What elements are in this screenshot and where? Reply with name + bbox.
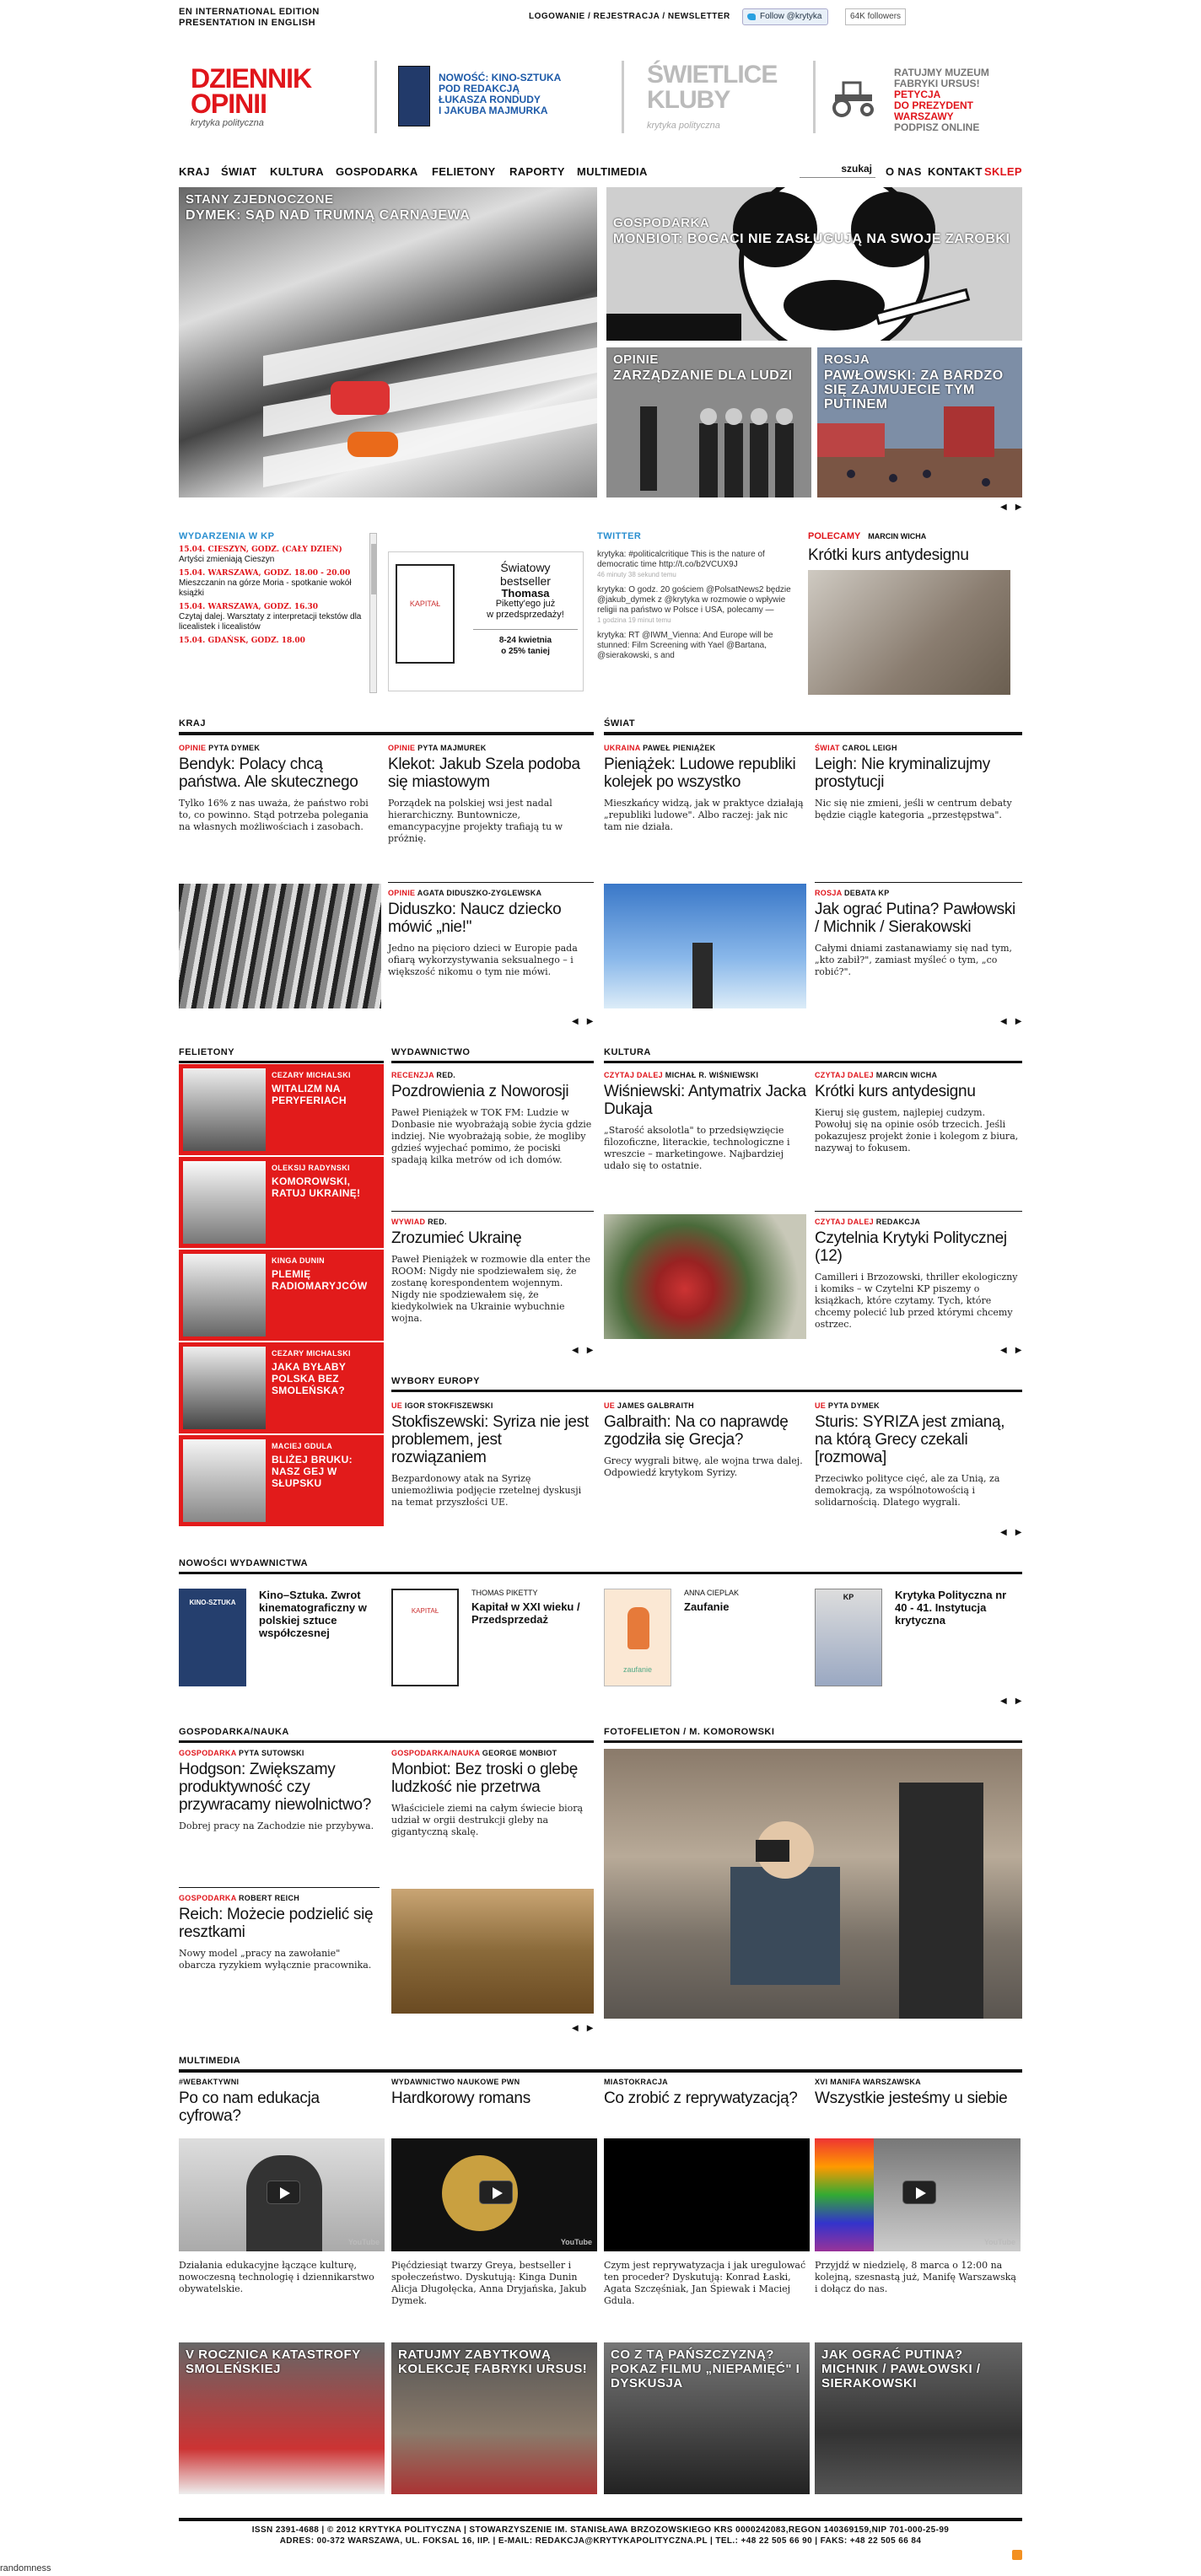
banner-smolensk[interactable]: V ROCZNICA KATASTROFY SMOLEŃSKIEJ: [179, 2342, 385, 2494]
article-wydawnictwo-ukraina[interactable]: WYWIAD RED. Zrozumieć Ukrainę Paweł Pieniążek w rozmowie dla enter the ROOM: Nigdy nie spodziewałem się, że zostanę korespondentem wojennym. Nigdy nie spodziewałem się, że kiedykolwiek na Ukrainie wybuchnie wojna.: [391, 1218, 591, 1324]
felieton-author-photo: [183, 1254, 266, 1336]
nav-gospodarka[interactable]: GOSPODARKA: [336, 165, 418, 178]
rss-icon[interactable]: [1012, 2550, 1022, 2560]
hero-pager-arrows[interactable]: ◀▶: [1000, 503, 1031, 512]
nav-kraj[interactable]: KRAJ: [179, 165, 210, 178]
fotofelieton-section-title: FOTOFELIETON / M. KOMOROWSKI: [604, 1727, 775, 1737]
felieton-item[interactable]: CEZARY MICHALSKI JAKA BYŁABY POLSKA BEZ SMOLEŃSKA?: [179, 1342, 384, 1433]
article-gospodarka-reich[interactable]: GOSPODARKA ROBERT REICH Reich: Możecie podzielić się resztkami Nowy model „pracy na zawołanie" obarcza ryzykiem wyłącznie pracownika.: [179, 1894, 374, 1971]
banner-putin[interactable]: JAK OGRAĆ PUTINA? MICHNIK / PAWŁOWSKI / SIERAKOWSKI: [815, 2342, 1022, 2494]
youtube-logo: YouTube: [560, 2238, 592, 2246]
video-player[interactable]: [815, 2138, 1021, 2251]
twitter-follow-button[interactable]: Follow @krytyka: [742, 8, 828, 25]
article-wybory-sturis[interactable]: UE PYTA DYMEK Sturis: SYRIZA jest zmianą, na którą Grecy czekali [rozmowa] Przeciwko polityce cięć, ale za Unią, za demokracją, za wspólnotowością i solidarnością. Dlatego wygrali.: [815, 1401, 1005, 1508]
felieton-author-photo: [183, 1439, 266, 1522]
article-kultura-czytelnia[interactable]: CZYTAJ DALEJ REDAKCJA Czytelnia Krytyki Politycznej (12) Camilleri i Brzozowski, thriller ekologiczny i komiks – w Czytelni KP piszemy o książkach, które czytamy. Tych, które chcemy polecić lub przed którymi chcemy ostrzec.: [815, 1218, 1018, 1330]
search-input[interactable]: szukaj: [800, 163, 875, 178]
hero-tile-main[interactable]: STANY ZJEDNOCZONE DYMEK: SĄD NAD TRUMNĄ CARNAJEWA: [179, 187, 597, 497]
twitter-feed: krytyka: #politicalcritique This is the nature of democratic time http://t.co/b2VCUX9J 46 minuty 38 sekund temu krytyka: O godz. 20 gościem @PolsatNews2 będzie @jakub_dymek z @krytyka w rozmowie o wpływie religii na państwo w Polsce i USA, polecamy — 1 godzina 19 minut temu krytyka: RT @IWM_Vienna: And Europe will be stunned: Film Screening with Yael @Bartana, @sierakowski, s and: [597, 550, 791, 660]
felieton-author-photo: [183, 1068, 266, 1151]
banner-panszczyzna[interactable]: CO Z TĄ PAŃSZCZYZNĄ? POKAZ FILMU „NIEPAMIĘĆ" I DYSKUSJA: [604, 2342, 810, 2494]
twitter-follower-count: 64K followers: [845, 8, 906, 25]
article-kraj-klekot[interactable]: OPINIE PYTA MAJMUREK Klekot: Jakub Szela podoba się miastowym Porządek na polskiej wsi jest nadal hierarchiczny. Buntownicze, emancypacyjne projekty trafiają tu w próżnię.: [388, 744, 580, 844]
gospodarka-field-image: [391, 1889, 594, 2014]
multimedia-lead: Przyjdź w niedzielę, 8 marca o 12:00 na kolejną, szesnastą już, Manifę Warszawską i dołącz do nas.: [815, 2260, 1016, 2294]
swiat-section-title: ŚWIAT: [604, 718, 636, 729]
article-kultura-wisniewski[interactable]: CZYTAJ DALEJ MICHAŁ R. WIŚNIEWSKI Wiśniewski: Antymatrix Jacka Dukaja „Starość aksolotla" to przedsięwzięcie filozoficzne, literackie, technologiczne i wreszcie – marketingowe. Najbardziej udało się to ostatnie.: [604, 1071, 806, 1171]
wydawnictwo-pager-arrows[interactable]: ◀▶: [572, 1346, 602, 1355]
ad-piketty[interactable]: KAPITAŁ Światowy bestseller Thomasa Piketty'ego już w przedsprzedaży! 8-24 kwietnia o 25% taniej: [388, 551, 584, 691]
kapital-book-cover: KAPITAŁ: [396, 564, 455, 664]
kraj-pager-arrows[interactable]: ◀▶: [572, 1017, 602, 1026]
play-button[interactable]: [267, 2181, 300, 2204]
nav-swiat[interactable]: ŚWIAT: [221, 165, 257, 178]
felieton-item[interactable]: MACIEJ GDULA BLIŻEJ BRUKU: NASZ GEJ W SŁUPSKU: [179, 1435, 384, 1526]
corner-text: randomness: [0, 2563, 51, 2573]
kultura-plants-image: [604, 1214, 806, 1339]
felieton-item[interactable]: OLEKSIJ RADYNSKI KOMOROWSKI, RATUJ UKRAINĘ!: [179, 1157, 384, 1248]
video-player[interactable]: [179, 2138, 385, 2251]
nav-kontakt[interactable]: KONTAKT: [928, 165, 983, 178]
wybory-section-title: WYBORY EUROPY: [391, 1376, 480, 1386]
felieton-item[interactable]: KINGA DUNIN PLEMIĘ RADIOMARYJCÓW: [179, 1250, 384, 1341]
promo-petycja-ursus[interactable]: RATUJMY MUZEUM FABRYKI URSUS! PETYCJA DO PREZYDENT WARSZAWY PODPISZ ONLINE: [894, 67, 989, 133]
multimedia-item[interactable]: WYDAWNICTWO NAUKOWE PWN Hardkorowy romans: [391, 2078, 530, 2107]
article-swiat-putin[interactable]: ROSJA DEBATA KP Jak ograć Putina? Pawłowski / Michnik / Sierakowski Całymi dniami zastanawiamy się nad tym, „kto zabił?", zamiast myśleć o tym, „co robić?".: [815, 889, 1015, 977]
nav-o-nas[interactable]: O NAS: [886, 165, 922, 178]
article-kraj-bendyk[interactable]: OPINIE PYTA DYMEK Bendyk: Polacy chcą państwa. Ale skutecznego Tylko 16% z nas uważa, że państwo robi to, co powinno. Stąd potrzeba polegania na własnych możliwościach i zasobach.: [179, 744, 369, 832]
fotofelieton-photo[interactable]: [604, 1749, 1022, 2019]
hero-runner-image: [179, 187, 597, 497]
polecamy-image: [808, 570, 1010, 695]
gospodarka-pager-arrows[interactable]: ◀▶: [572, 2024, 602, 2033]
nowosci-pager-arrows[interactable]: ◀▶: [1000, 1697, 1031, 1706]
multimedia-lead: Czym jest reprywatyzacja i jak uregulować ten proceder? Dyskutują: Konrad Łaski, Agata Szczęśniak, Jan Śpiewak i Maciej Gdula.: [604, 2260, 806, 2306]
play-button[interactable]: [479, 2181, 513, 2204]
nav-felietony[interactable]: FELIETONY: [432, 165, 496, 178]
book-cover-kino-sztuka[interactable]: [398, 66, 430, 126]
felieton-item[interactable]: CEZARY MICHALSKI WITALIZM NA PERYFERIACH: [179, 1064, 384, 1155]
multimedia-item[interactable]: XVI MANIFA WARSZAWSKA Wszystkie jesteśmy u siebie: [815, 2078, 1008, 2107]
article-wydawnictwo-noworosja[interactable]: RECENZJA RED. Pozdrowienia z Noworosji Paweł Pieniążek w TOK FM: Ludzie w Donbasie nie wyobrażają sobie życia gdzie indziej. Nie wyobrażają sobie, że mogliby gdzieś wyjechać pomimo, że pociski spadają kilka metrów od ich domów.: [391, 1071, 592, 1165]
nav-kultura[interactable]: KULTURA: [270, 165, 324, 178]
multimedia-lead: Pięćdziesiąt twarzy Greya, bestseller i społeczeństwo. Dyskutują: Kinga Dunin Alicja Długołęcka, Anna Dryjańska, Jakub Dymek.: [391, 2260, 587, 2306]
swiat-statue-image: [604, 884, 806, 1008]
hero-tile-monbiot[interactable]: GOSPODARKA MONBIOT: BOGACI NIE ZASŁUGUJĄ NA SWOJE ZAROBKI: [606, 187, 1022, 341]
article-gospodarka-hodgson[interactable]: GOSPODARKA PYTA SUTOWSKI Hodgson: Zwiększamy produktywność czy przywracamy niewolnictwo? Dobrej pracy na Zachodzie nie przybywa.: [179, 1749, 374, 1831]
photographer-image: [604, 1749, 1022, 2019]
hero-tile-rosja[interactable]: ROSJA PAWŁOWSKI: ZA BARDZO SIĘ ZAJMUJECIE TYM PUTINEM: [817, 347, 1022, 497]
play-button[interactable]: [902, 2181, 936, 2204]
kultura-section-title: KULTURA: [604, 1047, 651, 1057]
multimedia-item[interactable]: MIASTOKRACJA Co zrobić z reprywatyzacją?: [604, 2078, 798, 2107]
multimedia-lead: Działania edukacyjne łączące kulturę, nowoczesną technologię i dziennikarstwo obywatelskie.: [179, 2260, 374, 2294]
monbiot-cartoon-image: [606, 187, 1022, 341]
wydawnictwo-section-title: WYDAWNICTWO: [391, 1047, 471, 1057]
article-gospodarka-monbiot[interactable]: GOSPODARKA/NAUKA GEORGE MONBIOT Monbiot: Bez troski o glebę ludzkość nie przetrwa Właściciele ziemi na całym świecie biorą udział w orgii destrukcji gleby na gigantyczną skalę.: [391, 1749, 584, 1837]
site-logo[interactable]: DZIENNIK OPINII krytyka polityczna: [191, 63, 312, 128]
site-footer: ISSN 2391-4688 | © 2012 KRYTYKA POLITYCZNA | STOWARZYSZENIE IM. STANISŁAWA BRZOZOWSKIEGO KRS 0000242083,REGON 140369159,NIP 701-000-25-99 ADRES: 00-372 WARSZAWA, UL. FOKSAL 16, IIP. | E-MAIL: REDAKCJA@KRYTYKAPOLITYCZNA.PL | TEL.: +48 22 505 66 90 | FAKS: +48 22 505 66 84: [251, 2525, 950, 2546]
kraj-section-title: KRAJ: [179, 718, 206, 729]
multimedia-item[interactable]: #WEBAKTYWNI Po co nam edukacja cyfrowa?: [179, 2078, 320, 2125]
felieton-author-photo: [183, 1161, 266, 1244]
gospodarka-section-title: GOSPODARKA/NAUKA: [179, 1727, 289, 1737]
twitter-feed-title: TWITTER: [597, 531, 642, 541]
article-wybory-galbraith[interactable]: UE JAMES GALBRAITH Galbraith: Na co naprawdę zgodziła się Grecja? Grecy wygrali bitwę, ale wojna trwa dalej. Odpowiedź krytykom Syrizy.: [604, 1401, 803, 1478]
youtube-logo: YouTube: [983, 2238, 1015, 2246]
youtube-logo: YouTube: [347, 2238, 380, 2246]
polecamy-title: POLECAMY MARCIN WICHA: [808, 531, 927, 541]
felieton-author-photo: [183, 1347, 266, 1429]
kraj-metro-image: [179, 884, 381, 1008]
zaufanie-cover-art: [627, 1607, 649, 1649]
polecamy-link[interactable]: Krótki kurs antydesignu: [808, 546, 969, 564]
swietlice-kluby-logo[interactable]: ŚWIETLICE KLUBY krytyka polityczna: [647, 61, 778, 131]
promo-kino-sztuka[interactable]: NOWOŚĆ: KINO-SZTUKA POD REDAKCJĄ ŁUKASZA RONDUDY I JAKUBA MAJMURKA: [439, 72, 562, 116]
article-kraj-diduszko[interactable]: OPINIE AGATA DIDUSZKO-ZYGLEWSKA Diduszko: Naucz dziecko mówić „nie!" Jedno na pięcioro dzieci w Europie pada ofiarą wykorzystywania seksualnego – i większość nikomu o tym nie mówi.: [388, 889, 578, 977]
nav-raporty[interactable]: RAPORTY: [509, 165, 565, 178]
felietony-section-title: FELIETONY: [179, 1047, 235, 1057]
events-scrollbar[interactable]: [369, 533, 377, 693]
banner-ursus[interactable]: RATUJMY ZABYTKOWĄ KOLEKCJĘ FABRYKI URSUS!: [391, 2342, 597, 2494]
nav-sklep[interactable]: SKLEP: [984, 165, 1022, 178]
article-kultura-wicha[interactable]: CZYTAJ DALEJ MARCIN WICHA Krótki kurs antydesignu Kieruj się gustem, najlepiej cudzym. Powołuj się na opinie osób trzecich. Jeśli pokazujesz projekt żonie i kolegom z biura, nazywaj to fokusem.: [815, 1071, 1019, 1154]
swiat-pager-arrows[interactable]: ◀▶: [1000, 1017, 1031, 1026]
wybory-pager-arrows[interactable]: ◀▶: [1000, 1528, 1031, 1537]
tractor-icon: [828, 76, 879, 118]
hero-tile-opinie[interactable]: OPINIE ZARZĄDZANIE DLA LUDZI: [606, 347, 811, 497]
events-list: 15.04. CIESZYN, GODZ. (CAŁY DZIEŃ) Artyści zmieniają Cieszyn 15.04. WARSZAWA, GODZ. 18.00 - 20.00 Mieszczanin na górze Moria - spotkanie wokół książki 15.04. WARSZAWA, GODZ. 16.30 Czytaj dalej. Warsztaty z interpretacji tekstów dla licealistek i licealistów 15.04. GDAŃSK, GODZ. 18.00: [179, 546, 362, 645]
kultura-pager-arrows[interactable]: ◀▶: [1000, 1346, 1031, 1355]
video-player[interactable]: [391, 2138, 597, 2251]
article-wybory-stokfiszewski[interactable]: UE IGOR STOKFISZEWSKI Stokfiszewski: Syriza nie jest problemem, jest rozwiązaniem Bezpardonowy atak na Syrizę uniemożliwia podjęcie rzetelnej dyskusji na temat przyszłości UE.: [391, 1401, 589, 1508]
login-register-links[interactable]: LOGOWANIE / REJESTRACJA / NEWSLETTER: [529, 12, 730, 21]
nowosci-section-title: NOWOŚCI WYDAWNICTWA: [179, 1558, 309, 1568]
article-swiat-leigh[interactable]: ŚWIAT CAROL LEIGH Leigh: Nie kryminalizujmy prostytucji Nic się nie zmieni, jeśli w centrum debaty będzie ciągle kategoria „przestępstwa".: [815, 744, 1012, 820]
nav-multimedia[interactable]: MULTIMEDIA: [577, 165, 648, 178]
main-nav: [179, 165, 1022, 182]
video-player[interactable]: [604, 2138, 810, 2251]
events-title: WYDARZENIA W KP: [179, 531, 275, 541]
article-swiat-pieniazek[interactable]: UKRAINA PAWEŁ PIENIĄŻEK Pieniążek: Ludowe republiki kolejek po wszystko Mieszkańcy widzą, jak w praktyce działają „republiki ludowe". Albo raczej: jak nic tam nie działa.: [604, 744, 804, 832]
multimedia-section-title: MULTIMEDIA: [179, 2056, 241, 2066]
edition-switch[interactable]: EN INTERNATIONAL EDITION PRESENTATION IN ENGLISH: [179, 7, 320, 28]
